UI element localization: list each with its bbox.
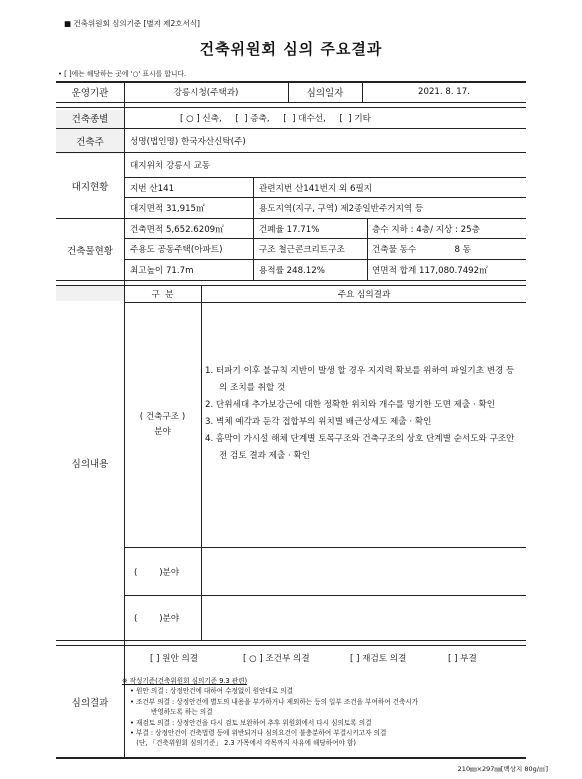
review-structure-field: ( 건축구조 ) 분야 bbox=[139, 412, 186, 437]
site-location: 대지위치 강릉시 교동 bbox=[130, 161, 211, 171]
result-label: 심의결과 bbox=[71, 697, 109, 709]
criteria-item: (단, 「건축위원회 심의기준」 2.3 가목에서 각목까지 사유에 해당하여야 함) bbox=[130, 739, 356, 748]
building-floors: 층수 지하 : 4층/ 지상 : 25층 bbox=[372, 224, 480, 235]
site-label: 대지현황 bbox=[71, 181, 109, 193]
review-blank-field-1: ( )분야 bbox=[134, 567, 180, 578]
criteria-item: • 부결 : 상정안건이 건축법령 등에 위반되거나 심의요건이 불충분하여 부결시키고자 의결 bbox=[130, 729, 387, 738]
site-related-lots: 관련지번 산141번지 외 6필지 bbox=[259, 183, 373, 194]
result-criteria bbox=[122, 676, 522, 749]
review-item: 4. 홈막이 가시설 해체 단계별 토목구조와 건축구조의 상호 단계별 순서도와 구조안전 검토 결과 제출 · 확인 bbox=[205, 434, 515, 461]
review-item: 2. 단위세대 추가보강근에 대한 정확한 위치와 개수를 명기한 도면 제출 · 확인 bbox=[205, 400, 496, 410]
building-coverage: 건폐율 17.71% bbox=[259, 224, 320, 235]
operating-agency-label: 운영기관 bbox=[71, 88, 109, 99]
building-floor-area-ratio: 용적률 248.12% bbox=[259, 266, 325, 276]
result-conditional: [ ○ ] 조건부 의결 bbox=[243, 654, 310, 664]
site-area: 대지면적 31,915㎡ bbox=[130, 204, 205, 214]
paper-spec-footer: 210㎜×297㎜[백상지 80g/㎡] bbox=[457, 765, 548, 773]
criteria-item: 반영하도록 하는 의결 bbox=[130, 708, 213, 717]
result-rejected: [ ] 부결 bbox=[448, 654, 477, 664]
building-count: 건축물 동수 8 동 bbox=[372, 245, 471, 255]
site-zoning: 용도지역(지구, 구역) 제2종일반주거지역 등 bbox=[259, 204, 424, 214]
building-type-options: [ ○ ] 신축, [ ] 증축, [ ] 대수선, [ ] 기타 bbox=[180, 114, 371, 124]
criteria-item: • 재검토 의결 : 상정안건을 다시 검토 보완하여 추후 위원회에서 다시 심의토록 의결 bbox=[130, 718, 372, 727]
building-label: 건축물현황 bbox=[67, 245, 113, 257]
page-title: 건축위원회 심의 주요결과 bbox=[199, 40, 383, 58]
review-results-list bbox=[203, 363, 521, 465]
review-item: 1. 터파기 이후 불규칙 지반이 발생 할 경우 지지력 확보를 위하여 파일기초 변경 등의 조치를 취할 것 bbox=[205, 366, 515, 393]
instruction-note: • [ ]에는 해당하는 곳에 '○' 표시를 합니다. bbox=[58, 70, 187, 78]
review-results-header: 주요 심의결과 bbox=[337, 290, 391, 300]
result-original: [ ] 원안 의결 bbox=[150, 654, 199, 664]
review-blank-field-2: ( )분야 bbox=[134, 614, 180, 624]
building-area: 건축면적 5,652.6209㎡ bbox=[130, 224, 224, 235]
criteria-item: • 조건부 의결 : 상정안건에 별도의 내용을 부가하거나 제외하는 등의 일부 조건을 부여하여 건축시가 bbox=[130, 697, 419, 706]
building-main-use: 주용도 공동주택(아파트) bbox=[130, 245, 223, 255]
owner-value: 성명(법인명) 한국자산신탁(주) bbox=[130, 136, 246, 147]
review-division-header: 구 분 bbox=[151, 290, 174, 300]
building-total-floor-area: 연면적 합계 117,080.7492㎡ bbox=[372, 266, 488, 276]
review-date-label: 심의일자 bbox=[306, 88, 344, 99]
operating-agency-value: 강릉시청(주택과) bbox=[173, 88, 239, 98]
criteria-item: • 원안 의결 : 상정안건에 대하여 수정없이 원안대로 의결 bbox=[130, 687, 294, 696]
criteria-title: ※ 작성기준(건축위원회 심의기준 9.3 관련) bbox=[122, 677, 248, 685]
review-date-value: 2021. 8. 17. bbox=[418, 87, 470, 97]
site-lot-number: 지번 산141 bbox=[130, 183, 175, 194]
review-label: 심의내용 bbox=[71, 459, 109, 470]
result-re-review: [ ] 재검토 의결 bbox=[350, 654, 407, 664]
building-structure: 구조 철근콘크리트구조 bbox=[259, 245, 345, 255]
form-reference: ■ 건축위원회 심의기준 [별지 제2호서식] bbox=[64, 19, 200, 28]
review-item: 3. 벽체 예각과 둔각 접합부의 위치별 배근상세도 제출 · 확인 bbox=[205, 417, 432, 427]
owner-label: 건축주 bbox=[76, 136, 104, 148]
building-max-height: 최고높이 71.7m bbox=[130, 266, 194, 276]
building-type-label: 건축종별 bbox=[71, 114, 109, 125]
